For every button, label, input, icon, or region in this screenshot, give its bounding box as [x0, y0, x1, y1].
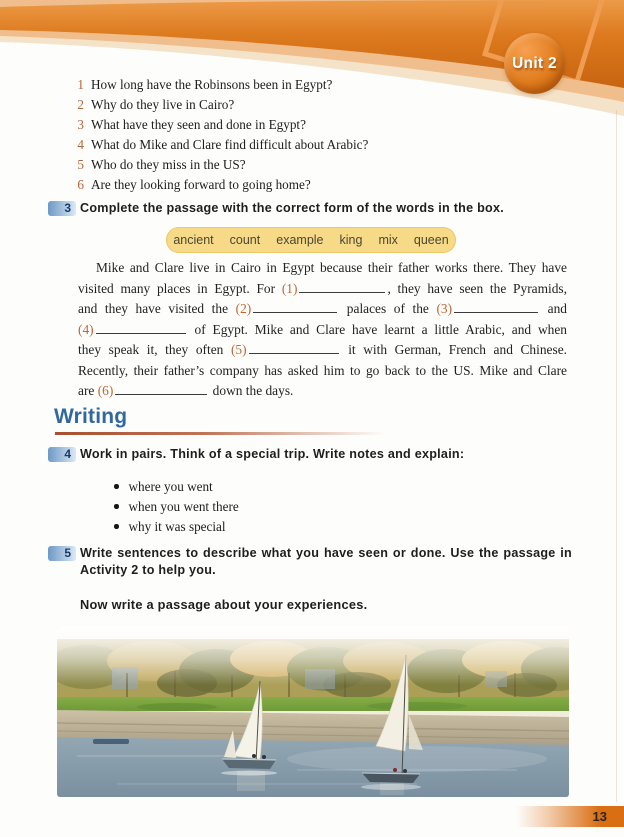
blank-number: (2) — [235, 301, 252, 316]
passage-text: it with German, French and Chinese. — [340, 342, 567, 357]
unit-badge-label: Unit 2 — [512, 54, 557, 72]
question-text: Who do they miss in the US? — [91, 157, 246, 172]
activity-5-heading-line2: Activity 2 to help you. — [80, 563, 216, 577]
page-edge-shadow — [616, 110, 618, 802]
fill-in-blank — [96, 322, 186, 334]
blank-number: (5) — [230, 342, 247, 357]
activity-4-bullet-list — [114, 477, 239, 537]
questions-list — [72, 75, 368, 195]
question-item — [72, 115, 368, 135]
question-number: 5 — [77, 157, 84, 172]
question-item — [72, 95, 368, 115]
word-box-word: mix — [378, 233, 398, 247]
question-item — [72, 135, 368, 155]
activity-4-heading: Work in pairs. Think of a special trip. Write notes and explain: — [80, 447, 465, 461]
question-text: Why do they live in Cairo? — [91, 97, 235, 112]
activity-4-number-badge: 4 — [48, 447, 76, 462]
passage-text: they speak it, they often — [78, 342, 231, 357]
word-box-word: ancient — [173, 233, 214, 247]
passage-text: and — [540, 301, 567, 316]
blank-number: (6) — [97, 383, 114, 398]
blank-number: (1) — [281, 280, 298, 296]
question-number: 1 — [77, 77, 84, 92]
passage-text: of Egypt. Mike and Clare have learnt a little Arabic, and when — [187, 321, 567, 337]
question-text: What do Mike and Clare find difficult about Arabic? — [91, 137, 369, 152]
fill-in-blank — [454, 301, 538, 313]
bullet-item — [114, 517, 239, 537]
unit-badge — [504, 33, 565, 94]
writing-section-heading: Writing — [54, 405, 128, 428]
bullet-text: why it was special — [128, 519, 226, 534]
word-box — [166, 227, 456, 253]
passage — [78, 258, 567, 402]
question-number: 3 — [77, 117, 84, 132]
bullet-item — [114, 477, 239, 497]
question-text: How long have the Robinsons been in Egypt? — [91, 77, 333, 92]
passage-text: , they have seen the Pyramids, — [387, 280, 567, 296]
activity-3-number-badge: 3 — [48, 201, 76, 216]
nile-photo-illustration — [57, 627, 569, 797]
passage-text: visited many places in Egypt. For — [78, 280, 282, 296]
bullet-icon — [114, 504, 119, 509]
question-text: What have they seen and done in Egypt? — [91, 117, 306, 132]
nile-sailboats-photo — [57, 627, 569, 797]
passage-text: palaces of the — [339, 301, 437, 316]
word-box-word: king — [339, 233, 363, 247]
word-box-word: count — [229, 233, 261, 247]
activity-5-heading-line1: Write sentences to describe what you have seen or done. Use the passage in — [80, 546, 572, 560]
fill-in-blank — [253, 301, 337, 313]
question-item — [72, 155, 368, 175]
activity-5-note: Now write a passage about your experiences. — [80, 597, 368, 612]
question-item — [72, 75, 368, 95]
bullet-icon — [114, 524, 119, 529]
passage-text: are — [78, 383, 98, 398]
word-box-word: queen — [413, 233, 449, 247]
question-item — [72, 175, 368, 195]
question-number: 2 — [77, 97, 84, 112]
bullet-text: when you went there — [128, 499, 239, 514]
question-number: 4 — [77, 137, 84, 152]
question-text: Are they looking forward to going home? — [91, 177, 311, 192]
bullet-item — [114, 497, 239, 517]
bullet-icon — [114, 484, 119, 489]
fill-in-blank — [249, 342, 339, 354]
blank-number: (3) — [436, 301, 453, 316]
passage-text: Mike and Clare live in Cairo in Egypt because their father works there. They have — [96, 260, 567, 275]
page-number: 13 — [592, 809, 607, 824]
fill-in-blank — [299, 281, 385, 293]
question-number: 6 — [77, 177, 84, 192]
fill-in-blank — [115, 383, 207, 395]
passage-text: and they have visited the — [78, 301, 236, 316]
activity-3-heading: Complete the passage with the correct form of the words in the box. — [80, 201, 505, 215]
writing-underline — [55, 432, 385, 435]
passage-text: Recently, their father’s company has asked him to go back to the US. Mike and Clare — [78, 362, 567, 378]
activity-5-number-badge: 5 — [48, 546, 76, 561]
word-box-word: example — [276, 233, 324, 247]
passage-text: down the days. — [209, 383, 294, 398]
page-number-bar — [516, 806, 624, 827]
bullet-text: where you went — [128, 479, 213, 494]
blank-number: (4) — [78, 321, 94, 337]
activity-5-heading — [80, 545, 572, 579]
